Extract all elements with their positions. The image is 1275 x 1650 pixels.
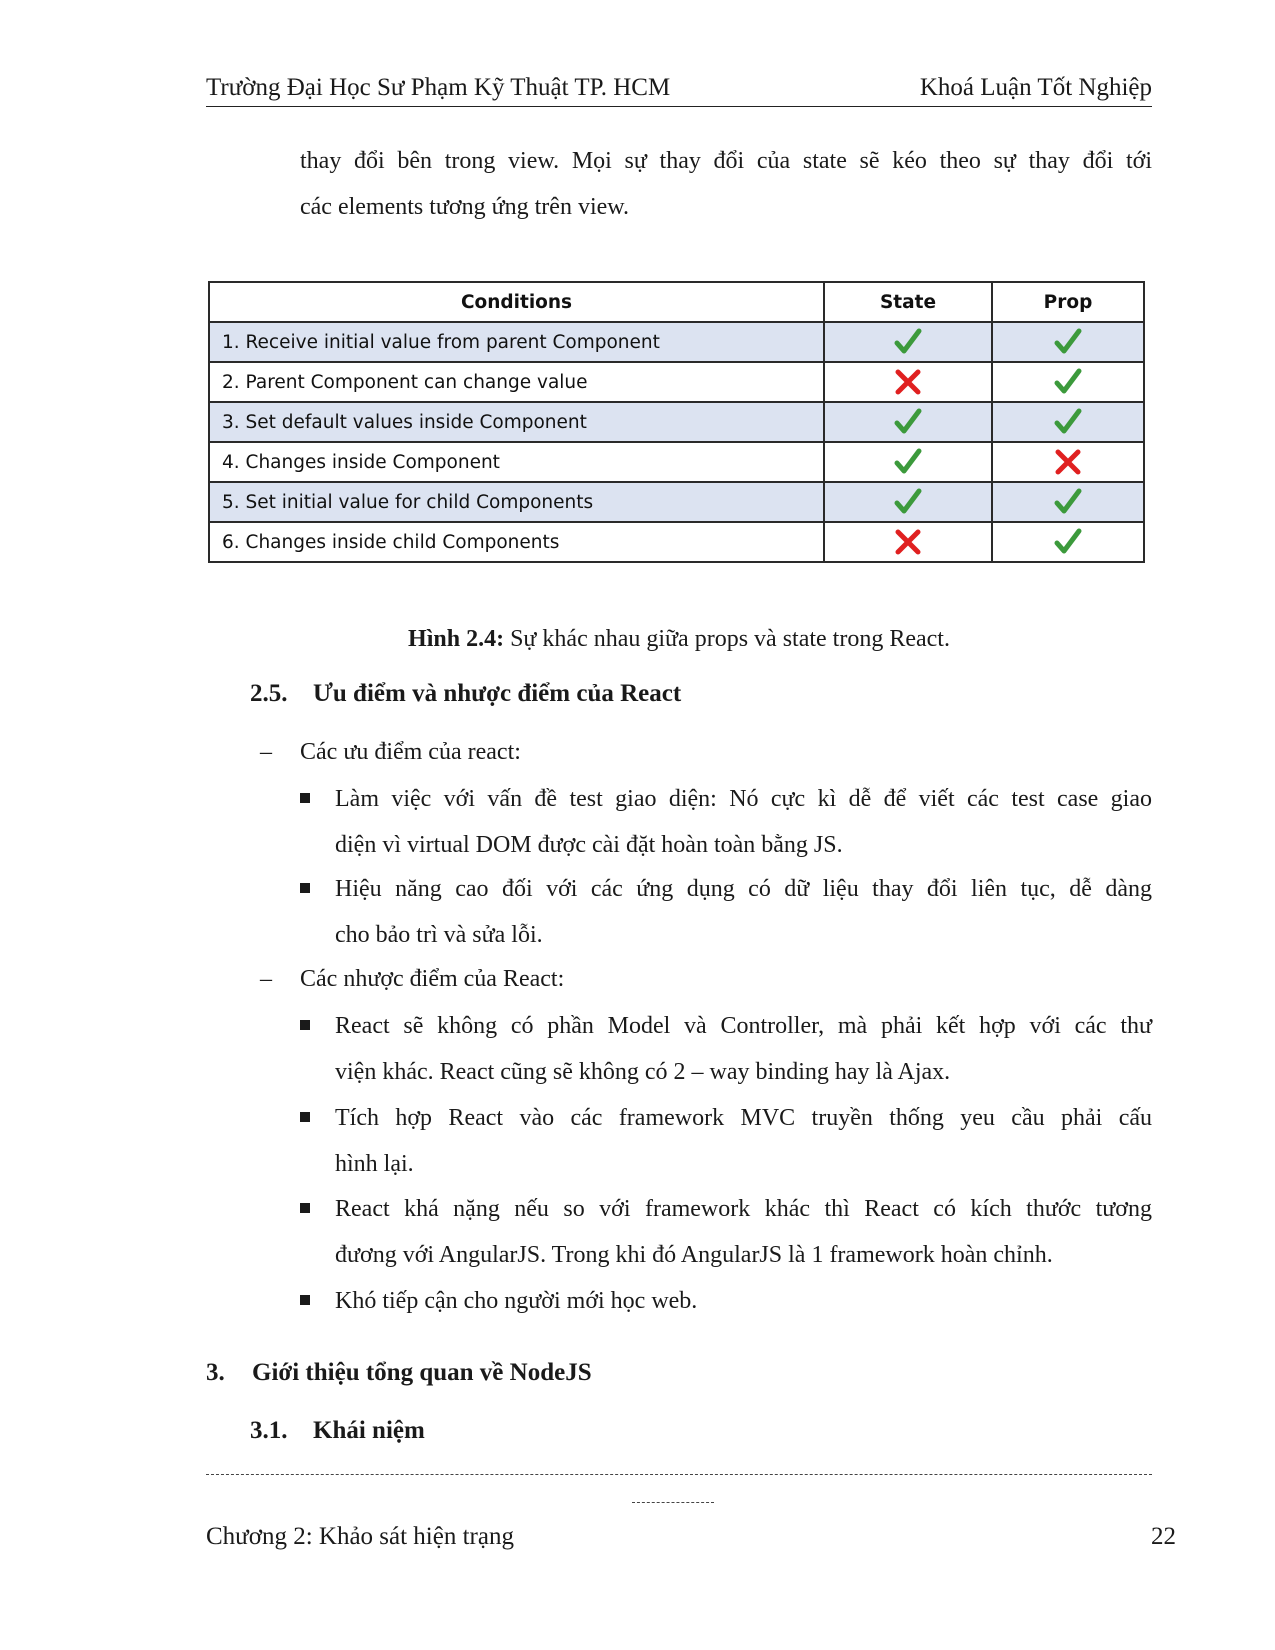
checkmark-icon (893, 487, 923, 517)
footer-dashed-rule-continuation (632, 1502, 714, 1503)
state-cell (824, 402, 992, 442)
dash-marker: – (260, 966, 272, 992)
cons-heading (260, 962, 1152, 996)
caption-text: Sự khác nhau giữa props và state trong React. (510, 626, 950, 652)
condition-cell: 6. Changes inside child Components (209, 522, 824, 562)
prop-cell (992, 362, 1144, 402)
list-item-line: React sẽ không có phần Model và Controller, mà phải kết hợp với các thư (335, 1013, 1152, 1039)
header-university: Trường Đại Học Sư Phạm Kỹ Thuật TP. HCM (206, 74, 671, 101)
checkmark-icon (1053, 487, 1083, 517)
table-header-row (209, 282, 1144, 322)
intro-paragraph (300, 138, 1152, 230)
list-item-line: Khó tiếp cận cho người mới học web. (335, 1288, 698, 1314)
prop-cell (992, 522, 1144, 562)
cons-heading-text: Các nhược điểm của React: (300, 966, 565, 992)
condition-cell: 4. Changes inside Component (209, 442, 824, 482)
section-title: Ưu điểm và nhược điểm của React (313, 680, 682, 707)
list-item-line: Làm việc với vấn đề test giao diện: Nó cực kì dễ để viết các test case giao (335, 786, 1152, 812)
section-heading-3-1 (250, 1414, 950, 1448)
list-item-line: viện khác. React cũng sẽ không có 2 – way binding hay là Ajax. (335, 1059, 951, 1085)
section-title: Giới thiệu tổng quan về NodeJS (252, 1359, 592, 1386)
table-row (209, 362, 1144, 402)
table-row (209, 522, 1144, 562)
page-header (206, 70, 1152, 107)
prop-cell (992, 442, 1144, 482)
state-cell (824, 522, 992, 562)
prop-cell (992, 402, 1144, 442)
checkmark-icon (893, 447, 923, 477)
section-heading-3 (206, 1356, 906, 1390)
dash-marker: – (260, 739, 272, 765)
list-item-line: diện vì virtual DOM được cài đặt hoàn toàn bằng JS. (335, 832, 843, 858)
props-state-table (208, 281, 1145, 563)
header-prop: Prop (992, 282, 1144, 322)
footer-chapter: Chương 2: Khảo sát hiện trạng (206, 1523, 514, 1550)
list-item-line: Hiệu năng cao đối với các ứng dụng có dữ liệu thay đổi liên tục, dễ dàng (335, 876, 1152, 902)
header-state: State (824, 282, 992, 322)
list-item (300, 776, 1152, 868)
section-number: 2.5. (250, 680, 288, 707)
table-row (209, 402, 1144, 442)
square-bullet-icon (300, 1295, 310, 1305)
state-cell (824, 362, 992, 402)
section-number: 3. (206, 1359, 225, 1386)
figure-caption (206, 622, 1152, 656)
condition-cell: 3. Set default values inside Component (209, 402, 824, 442)
pros-heading (260, 735, 1152, 769)
state-cell (824, 482, 992, 522)
state-cell (824, 442, 992, 482)
square-bullet-icon (300, 1203, 310, 1213)
header-conditions: Conditions (209, 282, 824, 322)
intro-line: thay đổi bên trong view. Mọi sự thay đổi của state sẽ kéo theo sự thay đổi tới (300, 148, 1152, 174)
list-item-line: React khá nặng nếu so với framework khác thì React có kích thước tương (335, 1196, 1152, 1222)
list-item-line: đương với AngularJS. Trong khi đó AngularJS là 1 framework hoàn chỉnh. (335, 1242, 1053, 1268)
checkmark-icon (1053, 327, 1083, 357)
prop-cell (992, 482, 1144, 522)
intro-line: các elements tương ứng trên view. (300, 194, 630, 220)
pros-heading-text: Các ưu điểm của react: (300, 739, 521, 765)
checkmark-icon (893, 407, 923, 437)
list-item (300, 1095, 1152, 1187)
square-bullet-icon (300, 1020, 310, 1030)
footer-dashed-rule (206, 1474, 1152, 1475)
page-number: 22 (1151, 1523, 1176, 1550)
list-item-line: hình lại. (335, 1151, 414, 1177)
prop-cell (992, 322, 1144, 362)
checkmark-icon (1053, 527, 1083, 557)
condition-cell: 1. Receive initial value from parent Component (209, 322, 824, 362)
square-bullet-icon (300, 793, 310, 803)
cross-icon (893, 367, 923, 397)
section-title: Khái niệm (313, 1417, 425, 1444)
table-row (209, 322, 1144, 362)
square-bullet-icon (300, 883, 310, 893)
checkmark-icon (893, 327, 923, 357)
table-row (209, 442, 1144, 482)
list-item (300, 866, 1152, 958)
condition-cell: 5. Set initial value for child Components (209, 482, 824, 522)
table-row (209, 482, 1144, 522)
caption-label: Hình 2.4: (408, 626, 505, 652)
checkmark-icon (1053, 367, 1083, 397)
list-item (300, 1278, 1152, 1324)
cross-icon (1053, 447, 1083, 477)
section-number: 3.1. (250, 1417, 288, 1444)
state-cell (824, 322, 992, 362)
cross-icon (893, 527, 923, 557)
square-bullet-icon (300, 1112, 310, 1122)
list-item (300, 1003, 1152, 1095)
list-item (300, 1186, 1152, 1278)
checkmark-icon (1053, 407, 1083, 437)
condition-cell: 2. Parent Component can change value (209, 362, 824, 402)
list-item-line: cho bảo trì và sửa lỗi. (335, 922, 543, 948)
list-item-line: Tích hợp React vào các framework MVC truyền thống yeu cầu phải cấu (335, 1105, 1152, 1131)
section-heading-2-5 (250, 677, 950, 711)
header-thesis-title: Khoá Luận Tốt Nghiệp (919, 74, 1152, 101)
